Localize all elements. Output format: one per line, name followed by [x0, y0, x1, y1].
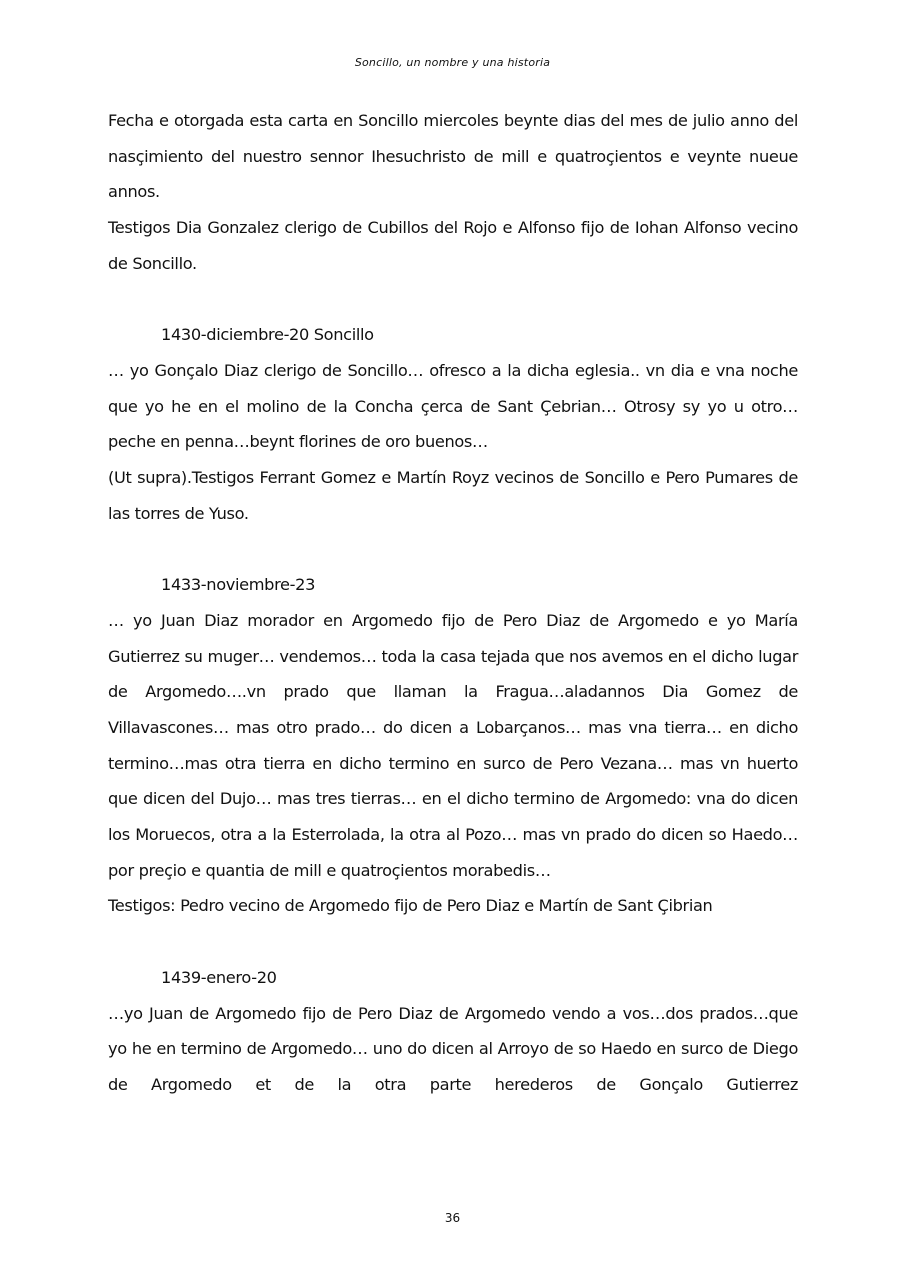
entry-date-1433: 1433-noviembre-23: [161, 575, 316, 595]
closing-paragraph: Fecha e otorgada esta carta en Soncillo miercoles beynte dias del mes de julio anno del nasçimiento del nuestro sennor Ihesuchristo de mill e quatroçientos e veynte nueue annos.: [108, 111, 798, 202]
witnesses-paragraph-1: Testigos Dia Gonzalez clerigo de Cubillos del Rojo e Alfonso fijo de Iohan Alfonso vecino de Soncillo.: [108, 218, 798, 273]
spacer: [108, 531, 798, 567]
page-number: 36: [444, 1211, 461, 1225]
entry-date-1430: 1430-diciembre-20 Soncillo: [161, 325, 374, 345]
spacer: [108, 282, 798, 318]
witnesses-paragraph-1433: Testigos: Pedro vecino de Argomedo fijo de Pero Diaz e Martín de Sant Çibrian: [108, 896, 713, 916]
witnesses-paragraph-1430: (Ut supra).Testigos Ferrant Gomez e Martín Royz vecinos de Soncillo e Pero Pumares de las torres de Yuso.: [108, 468, 798, 523]
entry-text-1433: … yo Juan Diaz morador en Argomedo fijo de Pero Diaz de Argomedo e yo María Gutierrez su muger… vendemos… toda la casa tejada que nos avemos en el dicho lugar de Argomedo….vn prado que llaman la Fragua…aladannos Dia Gomez de Villavascones… mas otro prado… do dicen a Lobarçanos… mas vna tierra… en dicho termino…mas otra tierra en dicho termino en surco de Pero Vezana… mas vn huerto que dicen del Dujo… mas tres tierras… en el dicho termino de Argomedo: vna do dicen los Moruecos, otra a la Esterrolada, la otra al Pozo… mas vn prado do dicen so Haedo… por preçio e quantia de mill e quatroçientos morabedis…: [108, 610, 798, 880]
spacer: [108, 924, 798, 960]
entry-date-1439: 1439-enero-20: [161, 967, 277, 987]
running-header: Soncillo, un nombre y una historia: [354, 56, 551, 69]
entry-text-1439: …yo Juan de Argomedo fijo de Pero Diaz de Argomedo vendo a vos…dos prados…que yo he en termino de Argomedo… uno do dicen al Arroyo de so Haedo en surco de Diego de Argomedo et de la otra parte herederos de Gonçalo Gutierrez: [108, 1003, 798, 1094]
entry-text-1430: … yo Gonçalo Diaz clerigo de Soncillo… ofresco a la dicha eglesia.. vn dia e vna noche que yo he en el molino de la Concha çerca de Sant Çebrian… Otrosy sy yo u otro…peche en penna…beynt florines de oro buenos…: [108, 360, 798, 452]
page-body: [108, 103, 798, 1103]
